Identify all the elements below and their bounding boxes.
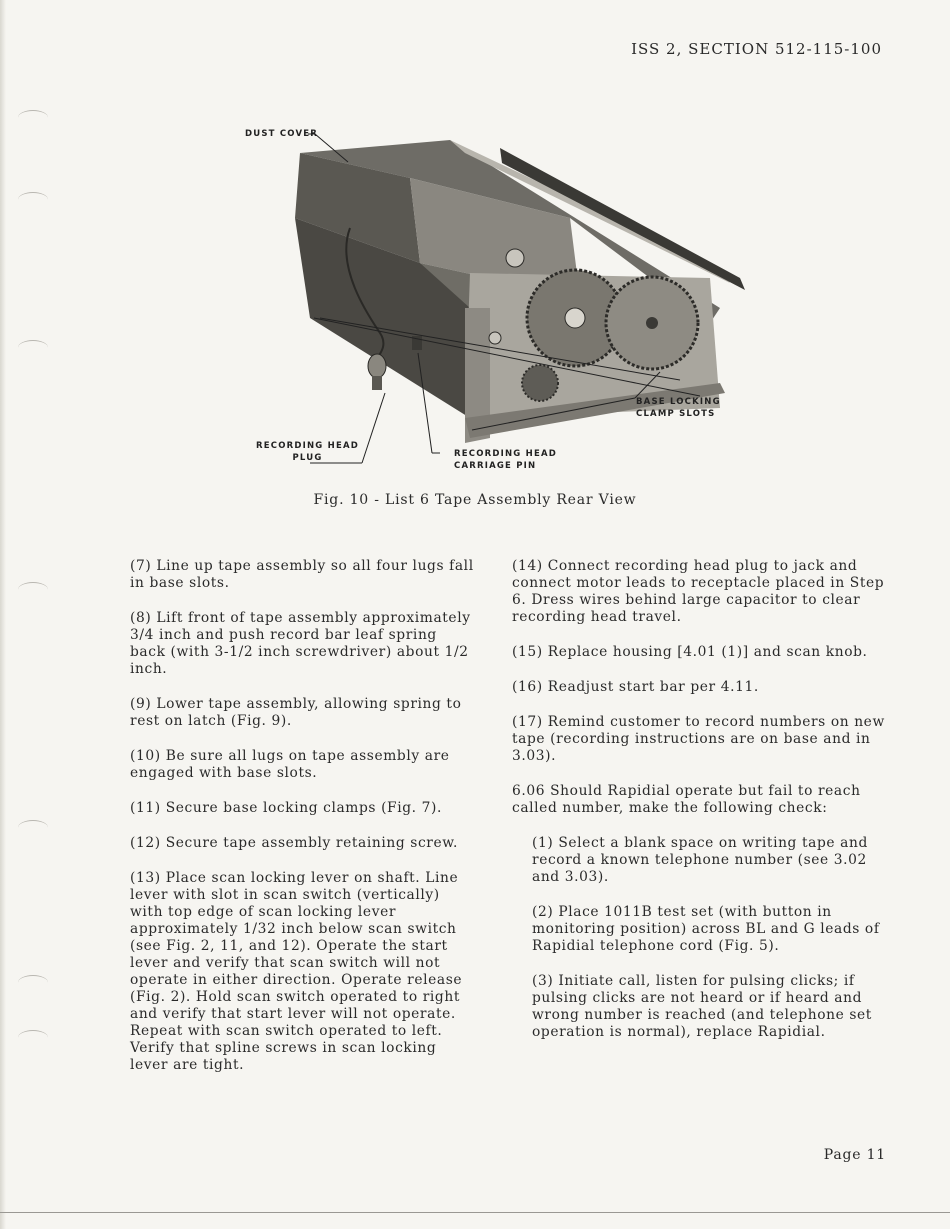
right-column <box>512 558 892 1059</box>
paragraph-number: 6.06 <box>512 783 546 799</box>
step-17 <box>512 714 892 765</box>
step-number: (16) <box>512 679 543 695</box>
step-number: (14) <box>512 558 543 574</box>
page-number: Page 11 <box>823 1147 886 1163</box>
binder-hole-mark <box>18 1030 48 1045</box>
step-text: Place scan locking lever on shaft. Line lever with slot in scan switch (vertically) with top edge of scan locking lever approximately 1/32 inch below scan switch (see Fig. 2, 11, and 12). Operate the start lever and verify that scan switch will not operate in either direction. Operate release (Fig. 2). Hold scan switch operated to right and verify that start lever will not operate. Repeat with scan switch operated to left. Verify that spline screws in scan locking lever are tight. <box>130 870 463 1073</box>
bottom-rule <box>0 1212 950 1213</box>
binder-hole-mark <box>18 340 48 355</box>
step-text: Line up tape assembly so all four lugs fall in base slots. <box>130 558 474 591</box>
callout-recording-head-plug: RECORDING HEAD PLUG <box>256 441 359 463</box>
paragraph-text: Should Rapidial operate but fail to reach called number, make the following check: <box>512 783 861 816</box>
step-text: Lower tape assembly, allowing spring to rest on latch (Fig. 9). <box>130 696 462 729</box>
step-number: (13) <box>130 870 161 886</box>
paragraph-6-06 <box>512 783 892 817</box>
binder-hole-mark <box>18 582 48 597</box>
step-number: (15) <box>512 644 543 660</box>
step-12 <box>130 835 475 852</box>
check-step-1 <box>512 835 892 886</box>
figure-caption: Fig. 10 - List 6 Tape Assembly Rear View <box>313 492 637 508</box>
step-number: (1) <box>532 835 554 851</box>
step-text: Secure base locking clamps (Fig. 7). <box>165 800 442 816</box>
step-7 <box>130 558 475 592</box>
step-10 <box>130 748 475 782</box>
step-9 <box>130 696 475 730</box>
step-number: (8) <box>130 610 152 626</box>
step-text: Replace housing [4.01 (1)] and scan knob. <box>547 644 868 660</box>
step-number: (2) <box>532 904 554 920</box>
binder-hole-mark <box>18 192 48 207</box>
step-number: (3) <box>532 973 554 989</box>
step-text: Lift front of tape assembly approximately 3/4 inch and push record bar leaf spring back (with 3-1/2 inch screwdriver) about 1/2 inch. <box>130 610 471 677</box>
step-number: (9) <box>130 696 152 712</box>
step-14 <box>512 558 892 626</box>
step-number: (12) <box>130 835 161 851</box>
step-number: (17) <box>512 714 543 730</box>
left-column <box>130 558 475 1092</box>
check-step-2 <box>512 904 892 955</box>
step-text: Place 1011B test set (with button in monitoring position) across BL and G leads of Rapidial telephone cord (Fig. 5). <box>532 904 880 954</box>
step-15 <box>512 644 892 661</box>
step-16 <box>512 679 892 696</box>
step-number: (7) <box>130 558 152 574</box>
page-edge <box>0 0 6 1229</box>
binder-hole-mark <box>18 975 48 990</box>
check-step-3 <box>512 973 892 1041</box>
step-text: Connect recording head plug to jack and connect motor leads to receptacle placed in Step 6. Dress wires behind large capacitor to clear recording head travel. <box>512 558 885 625</box>
step-13 <box>130 870 475 1074</box>
callout-base-locking-clamp-slots: BASE LOCKING CLAMP SLOTS <box>636 397 721 419</box>
tape-assembly-photo <box>240 118 760 488</box>
step-number: (10) <box>130 748 161 764</box>
step-text: Initiate call, listen for pulsing clicks; if pulsing clicks are not heard or if heard and wrong number is reached (and telephone set operation is normal), replace Rapidial. <box>532 973 872 1040</box>
step-text: Be sure all lugs on tape assembly are engaged with base slots. <box>130 748 450 781</box>
page-header: ISS 2, SECTION 512-115-100 <box>631 40 882 58</box>
step-number: (11) <box>130 800 161 816</box>
step-text: Remind customer to record numbers on new tape (recording instructions are on base and in 3.03). <box>512 714 885 764</box>
step-11 <box>130 800 475 817</box>
callout-dust-cover: DUST COVER <box>245 129 319 139</box>
step-text: Secure tape assembly retaining screw. <box>165 835 458 851</box>
step-8 <box>130 610 475 678</box>
callout-recording-head-carriage-pin: RECORDING HEAD CARRIAGE PIN <box>454 449 557 471</box>
step-text: Readjust start bar per 4.11. <box>547 679 759 695</box>
binder-hole-mark <box>18 110 48 125</box>
binder-hole-mark <box>18 820 48 835</box>
figure-10 <box>240 118 760 488</box>
step-text: Select a blank space on writing tape and record a known telephone number (see 3.02 and 3.03). <box>532 835 868 885</box>
